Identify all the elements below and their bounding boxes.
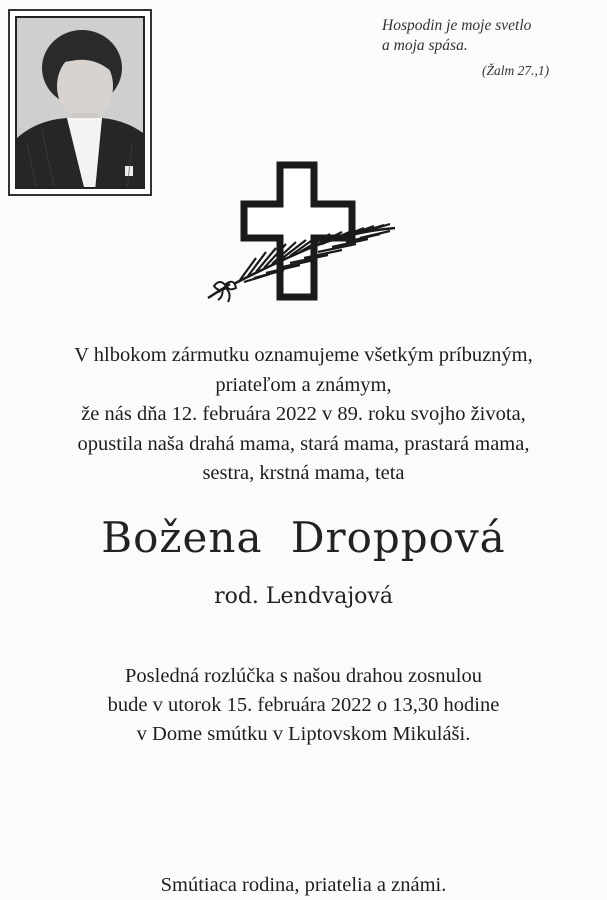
announcement-line: sestra, krstná mama, teta xyxy=(202,462,405,484)
quote-reference: (Žalm 27.,1) xyxy=(482,63,550,78)
deceased-name: Božena Droppová xyxy=(101,513,506,562)
funeral-line: Posledná rozlúčka s našou drahou zosnulou xyxy=(125,665,482,687)
mourners-signoff: Smútiaca rodina, priatelia a známi. xyxy=(160,874,447,896)
funeral-line: bude v utorok 15. februára 2022 o 13,30 hodine xyxy=(107,694,500,716)
maiden-name: rod. Lendvajová xyxy=(214,584,393,609)
announcement-line: opustila naša drahá mama, stará mama, prastará mama, xyxy=(77,432,530,455)
announcement-line: priateľom a známym, xyxy=(215,373,392,396)
announcement-line: V hlbokom zármutku oznamujeme všetkým príbuzným, xyxy=(74,344,533,366)
announcement-line: že nás dňa 12. februára 2022 v 89. roku svojho života, xyxy=(81,403,526,425)
portrait-photo-frame xyxy=(8,9,152,196)
funeral-line: v Dome smútku v Liptovskom Mikuláši. xyxy=(136,723,471,745)
quote-line-1: Hospodin je moje svetlo xyxy=(382,17,532,34)
quote-line-2: a moja spása. xyxy=(382,37,468,54)
bible-quote xyxy=(382,16,531,56)
portrait-image xyxy=(17,18,145,189)
cross-with-palm-branch-icon xyxy=(200,160,400,305)
funeral-details xyxy=(0,662,607,749)
portrait-photo xyxy=(15,16,145,189)
death-announcement xyxy=(0,341,607,489)
